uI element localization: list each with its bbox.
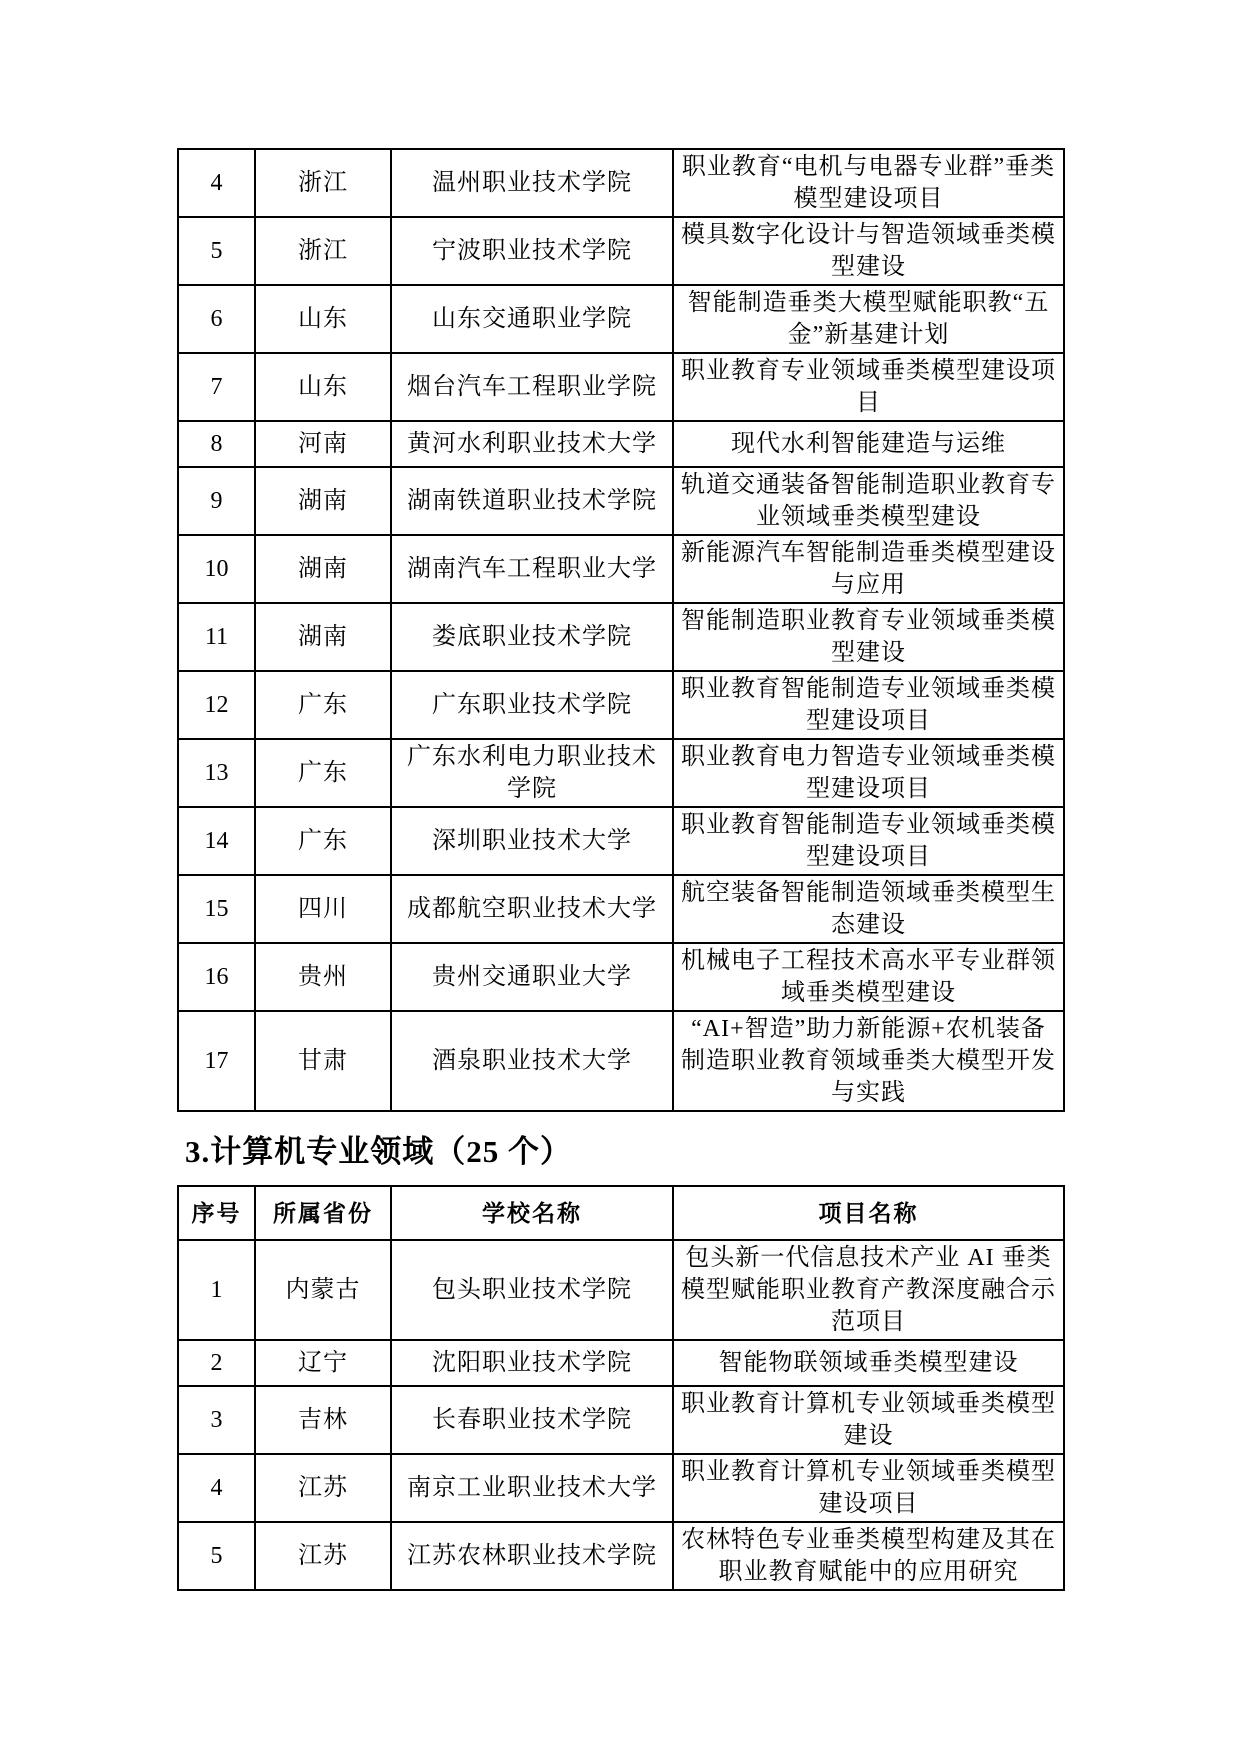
project-cell: 航空装备智能制造领域垂类模型生态建设	[673, 875, 1064, 943]
school-cell: 山东交通职业学院	[391, 285, 673, 353]
table-row	[178, 1011, 1064, 1111]
school-cell: 娄底职业技术学院	[391, 603, 673, 671]
row-number-cell: 17	[178, 1011, 255, 1111]
table-header-row	[178, 1186, 1064, 1240]
school-cell: 宁波职业技术学院	[391, 217, 673, 285]
province-cell: 山东	[255, 353, 391, 421]
project-cell: 包头新一代信息技术产业 AI 垂类模型赋能职业教育产教深度融合示范项目	[673, 1240, 1064, 1340]
table-row	[178, 875, 1064, 943]
project-cell: 现代水利智能建造与运维	[673, 421, 1064, 467]
project-cell: 机械电子工程技术高水平专业群领域垂类模型建设	[673, 943, 1064, 1011]
column-header-project: 项目名称	[673, 1186, 1064, 1240]
row-number-cell: 16	[178, 943, 255, 1011]
column-header-school: 学校名称	[391, 1186, 673, 1240]
table-row	[178, 1386, 1064, 1454]
province-cell: 山东	[255, 285, 391, 353]
row-number-cell: 15	[178, 875, 255, 943]
province-cell: 湖南	[255, 535, 391, 603]
project-cell: 职业教育“电机与电器专业群”垂类模型建设项目	[673, 149, 1064, 217]
province-cell: 广东	[255, 807, 391, 875]
row-number-cell: 12	[178, 671, 255, 739]
school-cell: 包头职业技术学院	[391, 1240, 673, 1340]
project-cell: 模具数字化设计与智造领域垂类模型建设	[673, 217, 1064, 285]
table-row	[178, 353, 1064, 421]
province-cell: 湖南	[255, 467, 391, 535]
table-machinery-domain-continued	[177, 148, 1065, 1112]
table-row	[178, 535, 1064, 603]
table-row	[178, 943, 1064, 1011]
table-computer-domain	[177, 1185, 1065, 1591]
row-number-cell: 5	[178, 1522, 255, 1590]
table-row	[178, 1240, 1064, 1340]
row-number-cell: 11	[178, 603, 255, 671]
province-cell: 贵州	[255, 943, 391, 1011]
row-number-cell: 4	[178, 149, 255, 217]
project-cell: 智能制造职业教育专业领域垂类模型建设	[673, 603, 1064, 671]
project-cell: 轨道交通装备智能制造职业教育专业领域垂类模型建设	[673, 467, 1064, 535]
province-cell: 江苏	[255, 1454, 391, 1522]
school-cell: 南京工业职业技术大学	[391, 1454, 673, 1522]
project-cell: 职业教育计算机专业领域垂类模型建设项目	[673, 1454, 1064, 1522]
project-cell: 职业教育计算机专业领域垂类模型建设	[673, 1386, 1064, 1454]
school-cell: 贵州交通职业大学	[391, 943, 673, 1011]
project-cell: 智能物联领域垂类模型建设	[673, 1340, 1064, 1386]
school-cell: 广东职业技术学院	[391, 671, 673, 739]
province-cell: 吉林	[255, 1386, 391, 1454]
row-number-cell: 13	[178, 739, 255, 807]
table-row	[178, 1340, 1064, 1386]
project-cell: 智能制造垂类大模型赋能职教“五金”新基建计划	[673, 285, 1064, 353]
school-cell: 长春职业技术学院	[391, 1386, 673, 1454]
province-cell: 浙江	[255, 149, 391, 217]
column-header-province: 所属省份	[255, 1186, 391, 1240]
school-cell: 酒泉职业技术大学	[391, 1011, 673, 1111]
province-cell: 湖南	[255, 603, 391, 671]
project-cell: 职业教育智能制造专业领域垂类模型建设项目	[673, 671, 1064, 739]
section-heading-computer-domain: 3.计算机专业领域（25 个）	[185, 1134, 572, 1169]
project-cell: “AI+智造”助力新能源+农机装备制造职业教育领域垂类大模型开发与实践	[673, 1011, 1064, 1111]
province-cell: 江苏	[255, 1522, 391, 1590]
table-row	[178, 1522, 1064, 1590]
province-cell: 广东	[255, 739, 391, 807]
row-number-cell: 2	[178, 1340, 255, 1386]
school-cell: 湖南汽车工程职业大学	[391, 535, 673, 603]
row-number-cell: 14	[178, 807, 255, 875]
province-cell: 甘肃	[255, 1011, 391, 1111]
row-number-cell: 5	[178, 217, 255, 285]
school-cell: 江苏农林职业技术学院	[391, 1522, 673, 1590]
row-number-cell: 1	[178, 1240, 255, 1340]
table-row	[178, 421, 1064, 467]
school-cell: 沈阳职业技术学院	[391, 1340, 673, 1386]
province-cell: 河南	[255, 421, 391, 467]
school-cell: 成都航空职业技术大学	[391, 875, 673, 943]
school-cell: 温州职业技术学院	[391, 149, 673, 217]
row-number-cell: 3	[178, 1386, 255, 1454]
project-cell: 职业教育电力智造专业领域垂类模型建设项目	[673, 739, 1064, 807]
row-number-cell: 6	[178, 285, 255, 353]
column-header-no: 序号	[178, 1186, 255, 1240]
school-cell: 深圳职业技术大学	[391, 807, 673, 875]
school-cell: 广东水利电力职业技术学院	[391, 739, 673, 807]
province-cell: 四川	[255, 875, 391, 943]
province-cell: 辽宁	[255, 1340, 391, 1386]
province-cell: 浙江	[255, 217, 391, 285]
school-cell: 黄河水利职业技术大学	[391, 421, 673, 467]
table-row	[178, 603, 1064, 671]
province-cell: 广东	[255, 671, 391, 739]
table-row	[178, 285, 1064, 353]
row-number-cell: 10	[178, 535, 255, 603]
table-row	[178, 1454, 1064, 1522]
project-cell: 农林特色专业垂类模型构建及其在职业教育赋能中的应用研究	[673, 1522, 1064, 1590]
row-number-cell: 7	[178, 353, 255, 421]
table-row	[178, 807, 1064, 875]
table-row	[178, 739, 1064, 807]
table-row	[178, 149, 1064, 217]
school-cell: 湖南铁道职业技术学院	[391, 467, 673, 535]
project-cell: 新能源汽车智能制造垂类模型建设与应用	[673, 535, 1064, 603]
province-cell: 内蒙古	[255, 1240, 391, 1340]
project-cell: 职业教育智能制造专业领域垂类模型建设项目	[673, 807, 1064, 875]
school-cell: 烟台汽车工程职业学院	[391, 353, 673, 421]
table-row	[178, 467, 1064, 535]
row-number-cell: 8	[178, 421, 255, 467]
project-cell: 职业教育专业领域垂类模型建设项目	[673, 353, 1064, 421]
row-number-cell: 4	[178, 1454, 255, 1522]
row-number-cell: 9	[178, 467, 255, 535]
table-row	[178, 671, 1064, 739]
table-row	[178, 217, 1064, 285]
